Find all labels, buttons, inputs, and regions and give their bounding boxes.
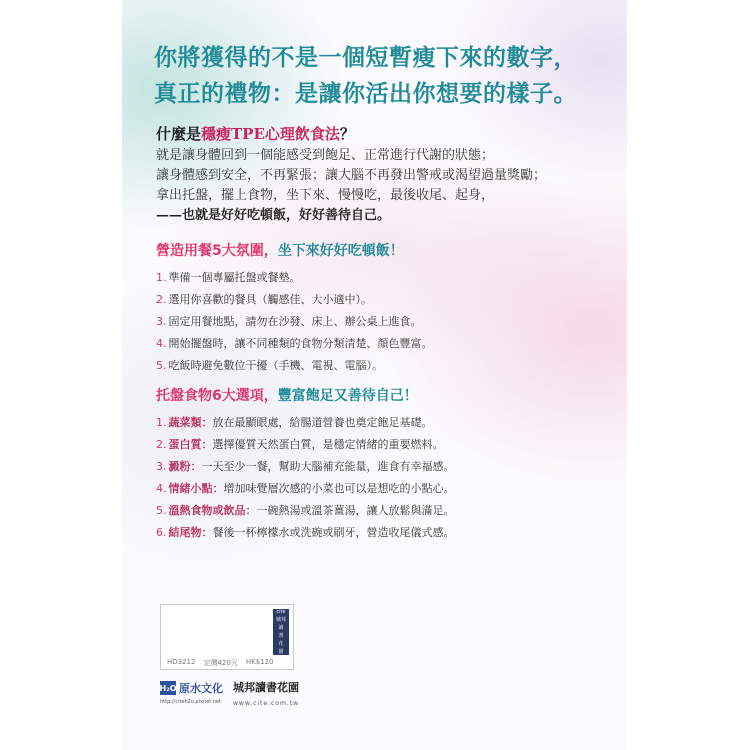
question-prefix: 什麼是 <box>156 125 202 143</box>
strip-text: 讀 <box>278 624 284 631</box>
list-item <box>156 311 616 333</box>
list-item <box>156 500 616 522</box>
method-name: 穩瘦TPE心理飲食法 <box>201 125 340 143</box>
item-number: 1. <box>156 416 167 429</box>
book-back-cover <box>122 0 627 750</box>
list-item <box>156 522 616 544</box>
item-text: 一天至少一餐，幫助大腦補充能量，進食有幸福感。 <box>201 460 455 473</box>
item-keyword: 結尾物： <box>168 526 213 539</box>
product-code: HD3212 <box>167 658 196 666</box>
item-number: 5. <box>156 359 167 372</box>
item-text: 放在最顯眼處，給腸道營養也奠定飽足基礎。 <box>212 416 433 429</box>
section-atmosphere-heading <box>156 240 616 260</box>
price-hk: HK$120 <box>245 658 274 666</box>
section-food-options-heading <box>156 385 616 405</box>
list-item <box>156 434 616 456</box>
section-atmosphere <box>156 240 616 377</box>
item-number: 3. <box>156 315 167 328</box>
list-item <box>156 355 616 377</box>
item-number: 4. <box>156 337 167 350</box>
publisher-cite-name: 城邦讀書花園 <box>233 681 299 694</box>
intro-line: 讓身體感到安全，不再緊張；讓大腦不再發出警戒或渴望過量獎勵； <box>156 168 547 183</box>
list-item <box>156 289 616 311</box>
publisher-yuanshui-name: 原水文化 <box>179 682 223 695</box>
item-number: 6. <box>156 526 167 539</box>
list-item <box>156 267 616 289</box>
item-text: 一碗熱湯或溫茶薑湯，讓人放鬆與滿足。 <box>256 504 455 517</box>
hero-line-1: 你將獲得的不是一個短暫瘦下來的數字， <box>154 44 577 71</box>
publisher-yuanshui-url: http://citeh2o.pixnet.net <box>160 699 221 705</box>
intro-last-line: ——也就是好好吃頓飯，好好善待自己。 <box>156 208 391 223</box>
price-tw: 定價420元 <box>203 659 238 667</box>
item-text: 吃飯時避免數位干擾（手機、電視、電腦）。 <box>168 359 383 372</box>
strip-text: 城邦 <box>275 616 286 623</box>
item-text: 增加味覺層次感的小菜也可以是想吃的小點心。 <box>223 482 455 495</box>
price-line <box>167 658 291 668</box>
strip-text: 園 <box>278 648 284 655</box>
item-text: 開始擺盤時，讓不同種類的食物分類清楚、顏色豐富。 <box>168 337 433 350</box>
question-suffix: ？ <box>339 125 355 143</box>
item-keyword: 溫熱食物或飲品： <box>168 504 257 517</box>
intro-block <box>156 124 616 226</box>
intro-line: 拿出托盤，擺上食物，坐下來、慢慢吃，最後收尾、起身， <box>156 188 495 203</box>
heading-accent: 營造用餐5大氛圍， <box>156 243 278 259</box>
list-item <box>156 333 616 355</box>
list-item <box>156 456 616 478</box>
item-text: 準備一個專屬托盤或餐墊。 <box>168 271 301 284</box>
item-keyword: 情緒小點： <box>168 482 224 495</box>
item-keyword: 蔬菜類： <box>168 416 213 429</box>
strip-text: 書 <box>278 632 284 639</box>
heading-rest: 坐下來好好吃頓飯！ <box>277 243 404 259</box>
item-text: 選擇優質天然蛋白質，是穩定情緒的重要燃料。 <box>212 438 444 451</box>
publisher-cite <box>233 679 323 709</box>
hero-headline <box>154 40 624 112</box>
heading-accent: 托盤食物6大選項， <box>156 388 278 404</box>
strip-text: 花 <box>278 640 284 647</box>
item-text: 餐後一杯檸檬水或洗碗或刷牙，營造收尾儀式感。 <box>212 526 455 539</box>
item-number: 2. <box>156 293 167 306</box>
list-item <box>156 478 616 500</box>
item-number: 4. <box>156 482 167 495</box>
item-number: 2. <box>156 438 167 451</box>
item-keyword: 澱粉： <box>168 460 202 473</box>
intro-question <box>156 124 616 144</box>
intro-line: 就是讓身體回到一個能感受到飽足、正常進行代謝的狀態； <box>156 148 495 163</box>
item-text: 固定用餐地點，請勿在沙發、床上、辦公桌上進食。 <box>168 315 422 328</box>
publisher-yuanshui <box>160 680 240 708</box>
strip-text: cite <box>276 608 286 615</box>
item-text: 選用你喜歡的餐具（觸感佳、大小適中）。 <box>168 293 372 306</box>
list-item <box>156 412 616 434</box>
item-number: 3. <box>156 460 167 473</box>
barcode-box <box>160 604 294 670</box>
publisher-yuanshui-logo <box>160 680 240 696</box>
hero-line-2: 真正的禮物：是讓你活出你想要的樣子。 <box>154 80 577 107</box>
item-keyword: 蛋白質： <box>168 438 213 451</box>
water-drop-icon: H₂O <box>160 681 176 695</box>
item-number: 5. <box>156 504 167 517</box>
publisher-cite-url: www.cite.com.tw <box>233 700 299 707</box>
publisher-strip-logo <box>273 609 289 655</box>
section-food-options <box>156 385 616 544</box>
heading-rest: 豐富飽足又善待自己！ <box>277 388 418 404</box>
item-number: 1. <box>156 271 167 284</box>
